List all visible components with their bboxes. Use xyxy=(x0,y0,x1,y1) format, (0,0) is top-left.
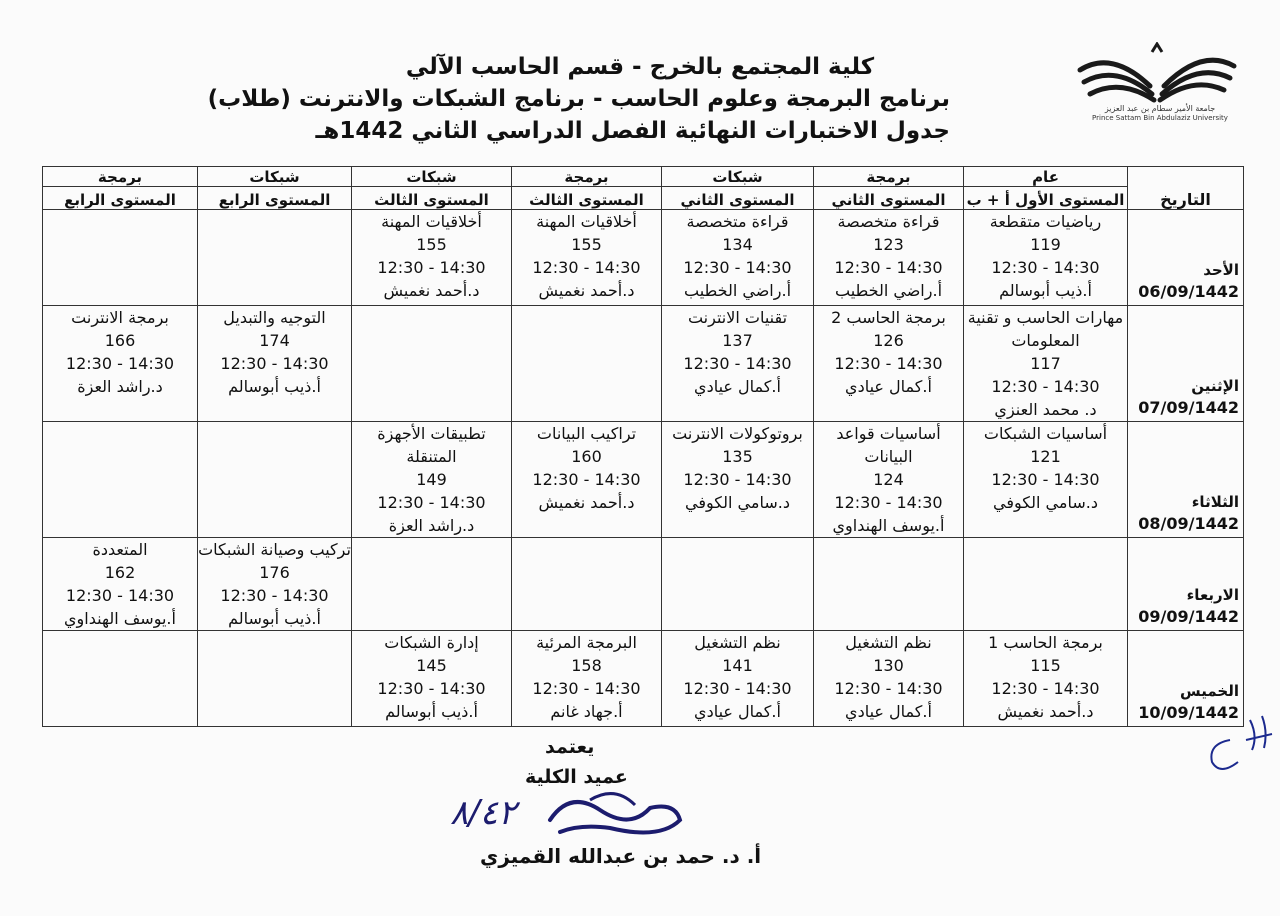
day-name: الثلاثاء xyxy=(1191,493,1239,511)
course-code: 174 xyxy=(259,331,290,350)
course-name: بروتوكولات الانترنت xyxy=(672,424,803,443)
course-code: 130 xyxy=(873,656,904,675)
instructor-name: أ.ذيب أبوسالم xyxy=(999,281,1092,300)
exam-time: 12:30 - 14:30 xyxy=(991,470,1100,489)
exam-time: 12:30 - 14:30 xyxy=(220,586,329,605)
instructor-name: د.راشد العزة xyxy=(77,377,163,396)
instructor-name: د. محمد العنزي xyxy=(994,400,1097,419)
exam-cell xyxy=(964,306,1128,422)
instructor-name: د.أحمد نغميش xyxy=(383,281,480,300)
exam-time: 12:30 - 14:30 xyxy=(377,493,486,512)
exam-cell xyxy=(512,210,662,306)
group-header: شبكات xyxy=(198,167,352,187)
day-name: الاربعاء xyxy=(1186,586,1239,604)
instructor-name: أ.جهاد غانم xyxy=(550,702,623,721)
course-name: نظم التشغيل xyxy=(845,633,932,652)
approval-label: يعتمد xyxy=(545,736,595,758)
course-name: تطبيقات الأجهزة المتنقلة xyxy=(377,424,486,466)
exam-cell xyxy=(512,306,662,422)
instructor-name: أ.كمال عيادي xyxy=(845,702,932,721)
instructor-name: د.أحمد نغميش xyxy=(997,702,1094,721)
exam-cell xyxy=(662,210,814,306)
course-code: 155 xyxy=(571,235,602,254)
handwritten-initials xyxy=(1200,700,1280,780)
exam-cell xyxy=(662,538,814,631)
exam-cell xyxy=(814,422,964,538)
dean-title: عميد الكلية xyxy=(525,766,628,788)
exam-time: 12:30 - 14:30 xyxy=(683,470,792,489)
course-code: 160 xyxy=(571,447,602,466)
exam-cell xyxy=(814,631,964,727)
course-code: 162 xyxy=(104,563,136,582)
course-code: 149 xyxy=(416,470,447,489)
course-name: المتعددة xyxy=(92,540,148,559)
course-code: 134 xyxy=(722,235,753,254)
exam-cell xyxy=(198,210,352,306)
course-code: 126 xyxy=(873,331,904,350)
level-header-row xyxy=(43,187,1244,210)
exam-time: 12:30 - 14:30 xyxy=(65,586,175,605)
exam-cell xyxy=(198,538,352,631)
schedule-title: جدول الاختبارات النهائية الفصل الدراسي الثاني 1442هـ xyxy=(315,118,950,144)
svg-text:٨/٤٢: ٨/٤٢ xyxy=(450,793,517,833)
group-header-row xyxy=(43,167,1244,187)
day-cell xyxy=(1128,306,1244,422)
course-code: 141 xyxy=(722,656,753,675)
instructor-name: أ.كمال عيادي xyxy=(694,702,781,721)
course-name: نظم التشغيل xyxy=(694,633,781,652)
exam-cell xyxy=(43,631,198,727)
schedule-row xyxy=(43,422,1244,538)
exam-cell xyxy=(662,631,814,727)
course-name: أخلاقيات المهنة xyxy=(536,212,637,231)
exam-time: 12:30 - 14:30 xyxy=(834,258,943,277)
schedule-body xyxy=(43,210,1244,727)
handwritten-signature xyxy=(440,780,690,850)
exam-cell xyxy=(512,538,662,631)
course-name: قراءة متخصصة xyxy=(837,212,940,231)
exam-cell xyxy=(198,631,352,727)
course-code: 166 xyxy=(104,331,136,350)
instructor-name: د.سامي الكوفي xyxy=(993,493,1098,512)
course-name: التوجيه والتبديل xyxy=(223,308,326,327)
day-name: الخميس xyxy=(1180,682,1239,700)
course-code: 124 xyxy=(873,470,904,489)
exam-cell xyxy=(43,422,198,538)
exam-date: 10/09/1442 xyxy=(1138,703,1239,722)
exam-cell xyxy=(814,538,964,631)
level-header: المستوى الثاني xyxy=(662,187,814,210)
program-title: برنامج البرمجة وعلوم الحاسب - برنامج الشبكات والانترنت (طلاب) xyxy=(207,86,950,112)
exam-cell xyxy=(198,422,352,538)
instructor-name: د.أحمد نغميش xyxy=(538,493,635,512)
level-header: المستوى الرابع xyxy=(43,187,198,210)
course-code: 117 xyxy=(1030,354,1061,373)
course-name: أخلاقيات المهنة xyxy=(381,212,482,231)
instructor-name: أ.راضي الخطيب xyxy=(834,281,943,300)
instructor-name: أ.كمال عيادي xyxy=(845,377,932,396)
logo-name-ar: جامعة الأمير سطام بن عبد العزيز xyxy=(1104,104,1216,113)
exam-cell xyxy=(198,306,352,422)
exam-time: 12:30 - 14:30 xyxy=(834,679,943,698)
exam-cell xyxy=(512,631,662,727)
schedule-row xyxy=(43,306,1244,422)
group-header: برمجة xyxy=(814,167,964,187)
course-name: تركيب وصيانة الشبكات xyxy=(198,540,351,559)
instructor-name: أ.راضي الخطيب xyxy=(683,281,792,300)
course-code: 119 xyxy=(1030,235,1061,254)
exam-date: 07/09/1442 xyxy=(1138,398,1239,417)
group-header: شبكات xyxy=(352,167,512,187)
group-header: برمجة xyxy=(43,167,198,187)
day-cell xyxy=(1128,422,1244,538)
level-header: المستوى الثالث xyxy=(512,187,662,210)
exam-schedule-table xyxy=(42,166,1244,727)
course-name: رياضيات متقطعة xyxy=(989,212,1102,231)
exam-time: 12:30 - 14:30 xyxy=(683,258,792,277)
day-name: الأحد xyxy=(1203,261,1239,279)
course-code: 155 xyxy=(416,235,447,254)
exam-time: 12:30 - 14:30 xyxy=(991,377,1100,396)
course-code: 135 xyxy=(722,447,753,466)
exam-cell xyxy=(352,631,512,727)
level-header: المستوى الرابع xyxy=(198,187,352,210)
group-header: برمجة xyxy=(512,167,662,187)
exam-time: 12:30 - 14:30 xyxy=(683,679,792,698)
course-code: 145 xyxy=(416,656,447,675)
exam-time: 12:30 - 14:30 xyxy=(991,679,1100,698)
instructor-name: د.راشد العزة xyxy=(388,516,475,535)
exam-time: 12:30 - 14:30 xyxy=(532,470,641,489)
instructor-name: أ.ذيب أبوسالم xyxy=(385,702,478,721)
exam-cell xyxy=(43,306,198,422)
exam-cell xyxy=(662,306,814,422)
exam-cell xyxy=(512,422,662,538)
exam-time: 12:30 - 14:30 xyxy=(220,354,329,373)
exam-cell xyxy=(352,306,512,422)
exam-time: 12:30 - 14:30 xyxy=(991,258,1100,277)
level-header: المستوى الأول أ + ب xyxy=(964,187,1128,210)
instructor-name: أ.ذيب أبوسالم xyxy=(228,377,321,396)
exam-cell xyxy=(43,538,198,631)
exam-time: 12:30 - 14:30 xyxy=(532,258,641,277)
instructor-name: أ.يوسف الهنداوي xyxy=(64,609,176,628)
schedule-row xyxy=(43,631,1244,727)
exam-time: 12:30 - 14:30 xyxy=(532,679,641,698)
exam-cell xyxy=(43,210,198,306)
exam-cell xyxy=(662,422,814,538)
day-cell xyxy=(1128,210,1244,306)
exam-cell xyxy=(814,210,964,306)
exam-cell xyxy=(964,538,1128,631)
schedule-row xyxy=(43,210,1244,306)
schedule-row xyxy=(43,538,1244,631)
exam-date: 09/09/1442 xyxy=(1138,607,1239,626)
logo-name-en: Prince Sattam Bin Abdulaziz University xyxy=(1092,114,1228,122)
level-header: المستوى الثالث xyxy=(352,187,512,210)
day-cell xyxy=(1128,538,1244,631)
instructor-name: أ.يوسف الهنداوي xyxy=(832,516,945,535)
exam-time: 12:30 - 14:30 xyxy=(65,354,175,373)
group-header: شبكات xyxy=(662,167,814,187)
course-code: 123 xyxy=(873,235,904,254)
exam-time: 12:30 - 14:30 xyxy=(377,258,486,277)
exam-time: 12:30 - 14:30 xyxy=(377,679,486,698)
course-name: قراءة متخصصة xyxy=(686,212,789,231)
instructor-name: أ.كمال عيادي xyxy=(694,377,781,396)
day-name: الإثنين xyxy=(1191,377,1239,395)
exam-cell xyxy=(814,306,964,422)
college-title: كلية المجتمع بالخرج - قسم الحاسب الآلي xyxy=(405,54,875,80)
dean-name: أ. د. حمد بن عبدالله القميزي xyxy=(480,844,762,868)
course-name: برمجة الحاسب 2 xyxy=(831,308,946,327)
exam-date: 08/09/1442 xyxy=(1138,514,1239,533)
course-name: برمجة الانترنت xyxy=(71,308,169,327)
course-name: تقنيات الانترنت xyxy=(687,308,788,327)
instructor-name: د.سامي الكوفي xyxy=(685,493,790,512)
date-column-header: التاريخ xyxy=(1128,167,1244,210)
exam-cell xyxy=(352,538,512,631)
exam-cell xyxy=(964,210,1128,306)
exam-cell xyxy=(964,631,1128,727)
course-name: إدارة الشبكات xyxy=(384,633,479,652)
exam-cell xyxy=(352,210,512,306)
course-name: برمجة الحاسب 1 xyxy=(988,633,1103,652)
course-code: 115 xyxy=(1030,656,1061,675)
course-code: 158 xyxy=(571,656,602,675)
exam-cell xyxy=(964,422,1128,538)
exam-time: 12:30 - 14:30 xyxy=(834,354,943,373)
exam-time: 12:30 - 14:30 xyxy=(683,354,792,373)
level-header: المستوى الثاني xyxy=(814,187,964,210)
exam-date: 06/09/1442 xyxy=(1138,282,1239,301)
course-code: 176 xyxy=(259,563,290,582)
course-name: البرمجة المرئية xyxy=(536,633,637,652)
instructor-name: د.أحمد نغميش xyxy=(538,281,635,300)
course-name: أساسيات قواعد البيانات xyxy=(836,424,941,466)
exam-cell xyxy=(352,422,512,538)
course-code: 121 xyxy=(1030,447,1061,466)
instructor-name: أ.ذيب أبوسالم xyxy=(228,609,321,628)
group-header: عام xyxy=(964,167,1128,187)
exam-time: 12:30 - 14:30 xyxy=(834,493,943,512)
course-name: مهارات الحاسب و تقنية المعلومات xyxy=(967,308,1124,350)
course-name: أساسيات الشبكات xyxy=(983,424,1108,443)
course-code: 137 xyxy=(722,331,753,350)
course-name: تراكيب البيانات xyxy=(536,424,637,443)
